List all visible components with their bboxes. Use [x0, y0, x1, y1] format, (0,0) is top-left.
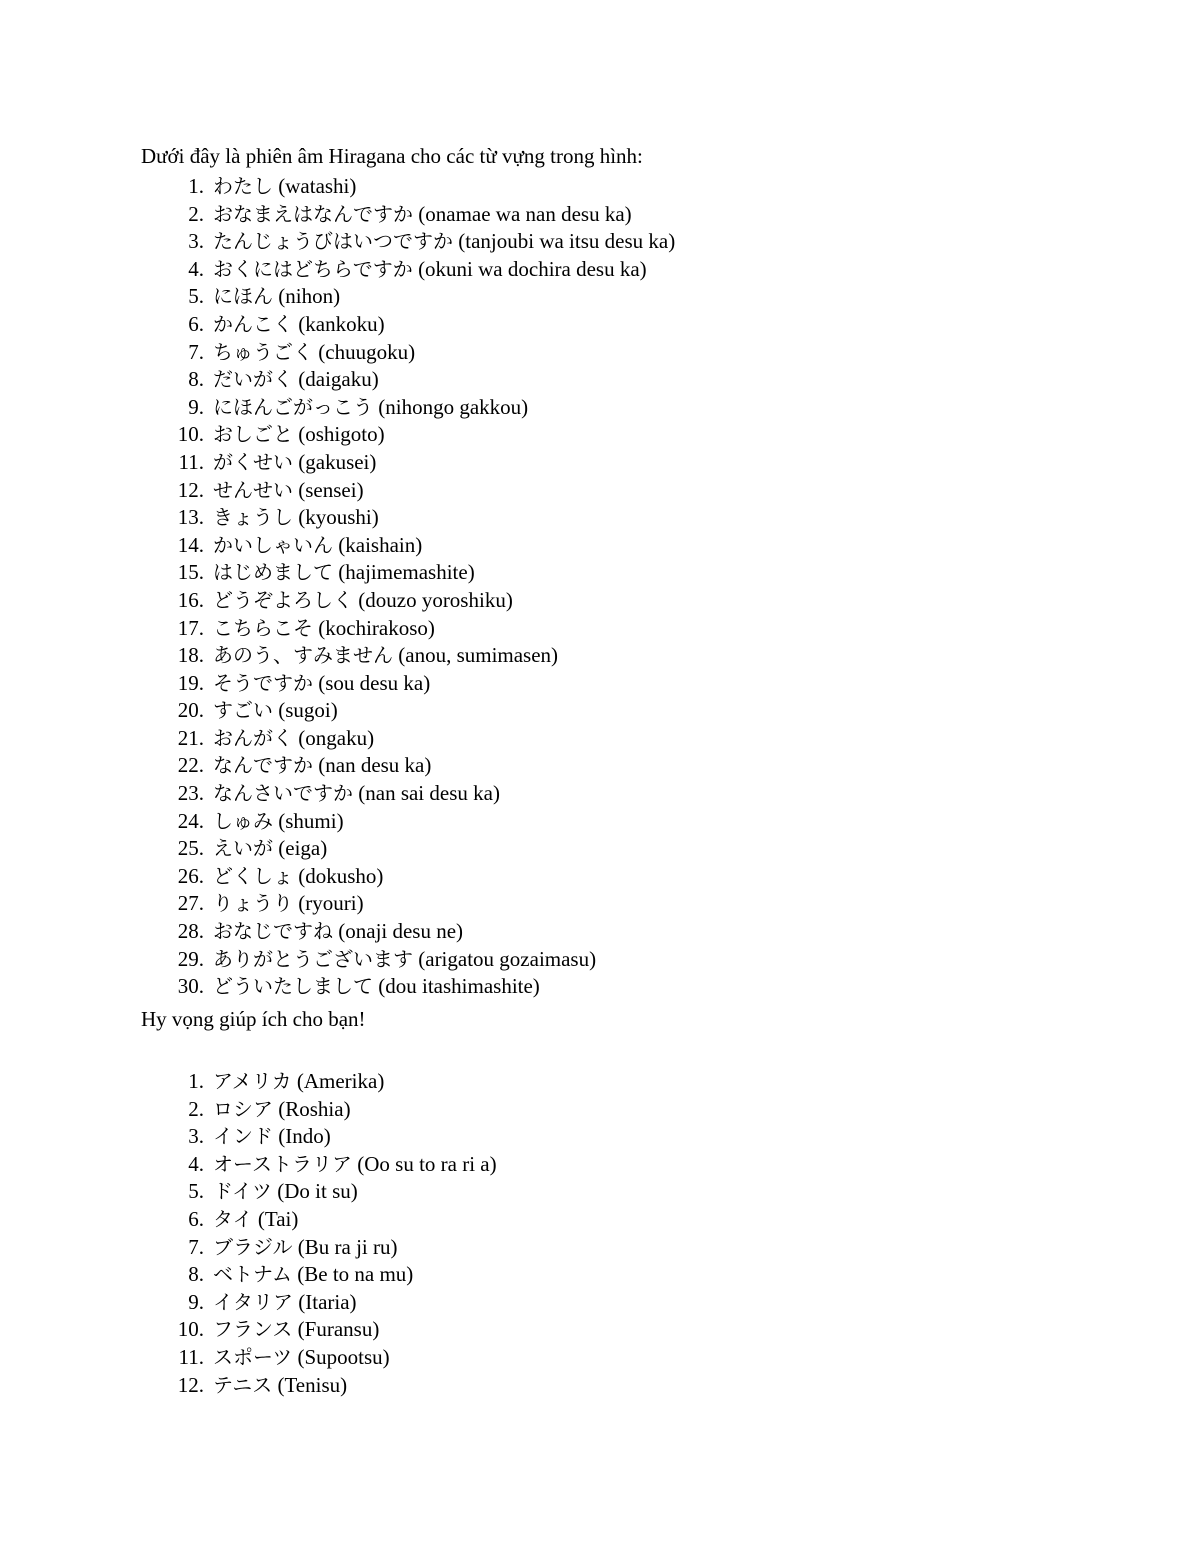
- japanese-word: インド: [213, 1124, 273, 1149]
- japanese-word: おくにはどちらですか: [213, 256, 413, 281]
- romaji-reading: (kankoku): [298, 311, 385, 336]
- list-item-text: [213, 1261, 413, 1289]
- list-item-text: [213, 1178, 358, 1206]
- japanese-word: スポーツ: [213, 1344, 293, 1369]
- list-item-text: [213, 1372, 347, 1400]
- list-item-number: 25.: [177, 836, 204, 861]
- japanese-word: なんですか: [213, 753, 313, 778]
- list-item-text: [213, 1234, 397, 1262]
- japanese-word: かんこく: [213, 311, 293, 336]
- list-item-text: [213, 835, 327, 863]
- japanese-word: ドイツ: [213, 1179, 272, 1204]
- list-item-number: 11.: [178, 1344, 204, 1369]
- list-item-text: [213, 339, 415, 367]
- list-item-text: [213, 587, 513, 615]
- japanese-word: がくせい: [213, 449, 293, 474]
- list-item-number: 16.: [177, 587, 204, 612]
- japanese-word: こちらこそ: [213, 615, 313, 640]
- romaji-reading: (nan sai desu ka): [358, 781, 500, 806]
- japanese-word: せんせい: [213, 477, 293, 502]
- romaji-reading: (shumi): [278, 808, 344, 833]
- list-item-number: 8.: [188, 367, 204, 392]
- list-item-text: [213, 642, 558, 670]
- list-item-number: 23.: [177, 781, 204, 806]
- list-item-text: [213, 890, 364, 918]
- list-item-number: 1.: [188, 174, 204, 198]
- list-item-number: 8.: [188, 1262, 204, 1287]
- list-item-text: [213, 697, 338, 725]
- list-item-text: [213, 863, 383, 891]
- romaji-reading: (Do it su): [277, 1179, 358, 1204]
- romaji-reading: (kaishain): [338, 532, 423, 557]
- list-item-text: [213, 283, 340, 311]
- list-item-number: 12.: [177, 477, 204, 502]
- japanese-word: ありがとうございます: [213, 946, 413, 971]
- list-item-number: 2.: [188, 201, 204, 226]
- list-item-text: [213, 173, 356, 201]
- list-item-number: 24.: [177, 808, 204, 833]
- romaji-reading: (arigatou gozaimasu): [418, 946, 597, 971]
- list-item-number: 22.: [177, 753, 204, 778]
- list-item-number: 19.: [177, 670, 204, 695]
- japanese-word: どくしょ: [213, 863, 293, 888]
- japanese-word: オーストラリア: [213, 1151, 352, 1176]
- japanese-word: どうぞよろしく: [213, 587, 353, 612]
- japanese-word: はじめまして: [213, 560, 333, 585]
- list-item-number: 17.: [177, 615, 204, 640]
- romaji-reading: (Supootsu): [297, 1344, 390, 1369]
- list-item-number: 21.: [177, 725, 204, 750]
- romaji-reading: (onamae wa nan desu ka): [418, 201, 632, 226]
- intro-paragraph: Dưới đây là phiên âm Hiragana cho các từ vựng trong hình:: [141, 144, 643, 168]
- romaji-reading: (kyoushi): [298, 505, 379, 530]
- list-item-text: [213, 973, 540, 1001]
- japanese-word: おんがく: [213, 725, 293, 750]
- romaji-reading: (Roshia): [278, 1096, 351, 1121]
- romaji-reading: (Tenisu): [277, 1372, 348, 1397]
- list-item-text: [213, 752, 431, 780]
- romaji-reading: (watashi): [278, 174, 357, 198]
- list-item-number: 20.: [177, 698, 204, 723]
- romaji-reading: (hajimemashite): [338, 560, 475, 585]
- list-item-number: 6.: [188, 311, 204, 336]
- romaji-reading: (Indo): [278, 1124, 331, 1149]
- romaji-reading: (ongaku): [298, 725, 375, 750]
- japanese-word: わたし: [213, 174, 273, 198]
- list-item-number: 14.: [177, 532, 204, 557]
- list-item-number: 4.: [188, 1151, 204, 1176]
- list-item-text: [213, 477, 364, 505]
- japanese-word: しゅみ: [213, 808, 273, 833]
- japanese-word: タイ: [213, 1206, 253, 1231]
- list-item-number: 2.: [188, 1096, 204, 1121]
- list-item-text: [213, 394, 528, 422]
- japanese-word: そうですか: [213, 670, 313, 695]
- romaji-reading: (sensei): [298, 477, 364, 502]
- list-item-text: [213, 311, 385, 339]
- list-item-number: 9.: [188, 1289, 204, 1314]
- japanese-word: アメリカ: [213, 1069, 292, 1093]
- romaji-reading: (Oo su to ra ri a): [357, 1151, 497, 1176]
- list-item-number: 7.: [188, 1234, 204, 1259]
- romaji-reading: (kochirakoso): [318, 615, 435, 640]
- list-item-number: 1.: [188, 1069, 204, 1093]
- list-item-text: [213, 615, 435, 643]
- romaji-reading: (sou desu ka): [318, 670, 431, 695]
- list-item-number: 27.: [177, 891, 204, 916]
- japanese-word: だいがく: [213, 367, 293, 392]
- romaji-reading: (dou itashimashite): [378, 974, 540, 999]
- list-item-text: [213, 421, 385, 449]
- japanese-word: ロシア: [213, 1096, 273, 1121]
- romaji-reading: (tanjoubi wa itsu desu ka): [458, 229, 676, 254]
- closing-paragraph: Hy vọng giúp ích cho bạn!: [141, 1007, 366, 1031]
- list-item-text: [213, 918, 463, 946]
- list-item-number: 13.: [177, 505, 204, 530]
- list-item-number: 26.: [177, 863, 204, 888]
- japanese-word: フランス: [213, 1317, 293, 1342]
- list-item-text: [213, 1344, 390, 1372]
- list-item-text: [213, 946, 596, 974]
- romaji-reading: (dokusho): [298, 863, 384, 888]
- list-item-number: 10.: [177, 1317, 204, 1342]
- japanese-word: おしごと: [213, 422, 293, 447]
- list-item-number: 7.: [188, 339, 204, 364]
- list-item-text: [213, 1096, 351, 1124]
- list-item-text: [213, 532, 422, 560]
- list-item-number: 9.: [188, 394, 204, 419]
- list-item-number: 29.: [177, 946, 204, 971]
- list-item-number: 4.: [188, 256, 204, 281]
- japanese-word: イタリア: [213, 1289, 293, 1314]
- japanese-word: にほんごがっこう: [213, 394, 373, 419]
- list-item-text: [213, 366, 379, 394]
- romaji-reading: (Tai): [257, 1206, 299, 1231]
- romaji-reading: (Itaria): [298, 1289, 357, 1314]
- japanese-word: りょうり: [213, 891, 293, 916]
- romaji-reading: (onaji desu ne): [338, 919, 464, 944]
- japanese-word: かいしゃいん: [213, 532, 333, 557]
- list-item-number: 3.: [188, 229, 204, 254]
- list-item-number: 28.: [177, 919, 204, 944]
- list-item-text: [213, 504, 379, 532]
- list-item-text: [213, 1068, 384, 1096]
- japanese-word: にほん: [213, 284, 273, 309]
- romaji-reading: (Be to na mu): [297, 1262, 414, 1287]
- romaji-reading: (nihon): [278, 284, 341, 309]
- list-item-text: [213, 1316, 379, 1344]
- japanese-word: おなじですね: [213, 919, 333, 944]
- list-item-text: [213, 256, 647, 284]
- list-item-number: 5.: [188, 1179, 204, 1204]
- romaji-reading: (Amerika): [296, 1069, 385, 1093]
- romaji-reading: (nan desu ka): [318, 753, 432, 778]
- list-item-number: 18.: [177, 643, 204, 668]
- romaji-reading: (sugoi): [278, 698, 338, 723]
- japanese-word: おなまえはなんですか: [213, 201, 413, 226]
- japanese-word: あのう、すみません: [213, 643, 393, 668]
- japanese-word: たんじょうびはいつですか: [213, 229, 453, 254]
- list-item-number: 6.: [188, 1206, 204, 1231]
- japanese-word: ベトナム: [213, 1262, 292, 1287]
- japanese-word: テニス: [213, 1372, 273, 1397]
- list-item-number: 12.: [177, 1372, 204, 1397]
- list-item-text: [213, 670, 430, 698]
- list-item-text: [213, 201, 632, 229]
- romaji-reading: (douzo yoroshiku): [358, 587, 513, 612]
- japanese-word: ブラジル: [213, 1234, 293, 1259]
- list-item-number: 10.: [177, 422, 204, 447]
- romaji-reading: (anou, sumimasen): [398, 643, 559, 668]
- romaji-reading: (okuni wa dochira desu ka): [418, 256, 647, 281]
- romaji-reading: (nihongo gakkou): [378, 394, 529, 419]
- romaji-reading: (ryouri): [298, 891, 364, 916]
- list-item-text: [213, 1206, 298, 1234]
- list-item-text: [213, 559, 475, 587]
- list-item-text: [213, 1151, 497, 1179]
- list-item-text: [213, 228, 675, 256]
- japanese-word: きょうし: [213, 505, 293, 530]
- japanese-word: えいが: [213, 836, 273, 861]
- romaji-reading: (gakusei): [298, 449, 377, 474]
- japanese-word: ちゅうごく: [213, 339, 313, 364]
- list-item-number: 11.: [178, 449, 204, 474]
- list-item-number: 3.: [188, 1124, 204, 1149]
- list-item-text: [213, 725, 374, 753]
- romaji-reading: (oshigoto): [298, 422, 385, 447]
- list-item-text: [213, 1289, 357, 1317]
- list-item-text: [213, 808, 344, 836]
- list-item-number: 30.: [177, 974, 204, 999]
- romaji-reading: (chuugoku): [318, 339, 416, 364]
- list-item-number: 15.: [177, 560, 204, 585]
- romaji-reading: (Bu ra ji ru): [297, 1234, 398, 1259]
- japanese-word: どういたしまして: [213, 974, 373, 999]
- list-item-text: [213, 449, 376, 477]
- japanese-word: なんさいですか: [213, 781, 353, 806]
- romaji-reading: (eiga): [278, 836, 328, 861]
- list-item-text: [213, 780, 500, 808]
- japanese-word: すごい: [213, 698, 273, 723]
- list-item-number: 5.: [188, 284, 204, 309]
- list-item-text: [213, 1123, 331, 1151]
- romaji-reading: (daigaku): [298, 367, 379, 392]
- romaji-reading: (Furansu): [297, 1317, 380, 1342]
